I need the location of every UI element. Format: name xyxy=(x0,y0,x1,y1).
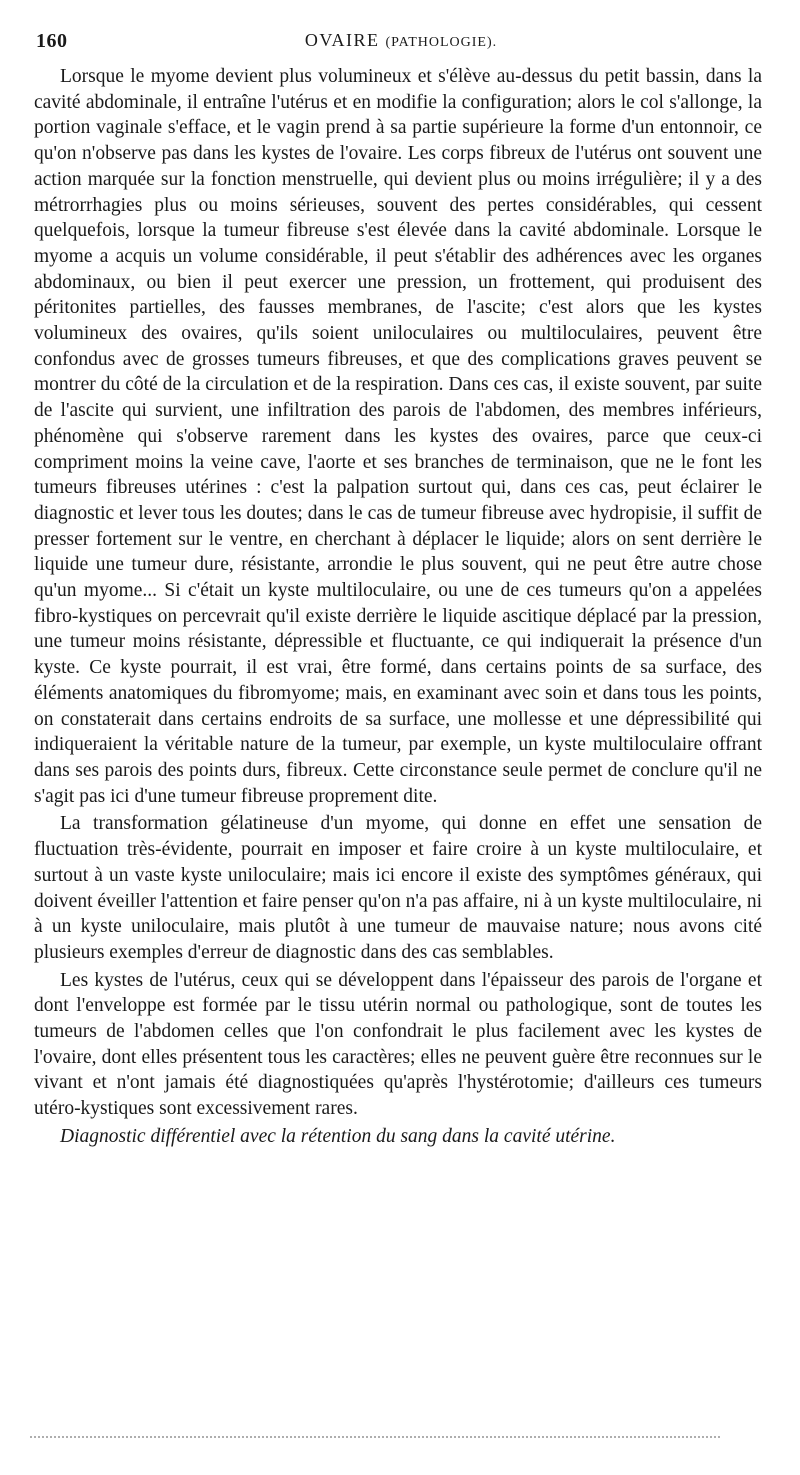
paragraph-kystes-uterus: Les kystes de l'utérus, ceux qui se développent dans l'épaisseur des parois de l'organe et dont l'enveloppe est formée par le tissu utérin normal ou pathologique, sont de toutes les tumeurs de l'abdomen celles que l'on confondrait le plus facilement avec les kystes de l'ovaire, dont elles présentent tous les caractères; elles ne peuvent guère être reconnues sur le vivant et n'ont jamais été diagnostiquées qu'après l'hystérotomie; d'ailleurs ces tumeurs utéro-kystiques sont excessivement rares. xyxy=(34,969,762,1120)
paragraph-transformation-gelatineuse: La transformation gélatineuse d'un myome, qui donne en effet une sensation de fluctuation très-évidente, pourrait en imposer et faire croire à un kyste multiloculaire, et surtout à un vaste kyste uniloculaire; mais ici encore il existe des symptômes généraux, qui doivent éveiller l'attention et faire penser qu'on n'a pas affaire, ni à un kyste multiloculaire, ni à un kyste uniloculaire, mais plutôt à une tumeur de mauvaise nature; nous avons cité plusieurs exemples d'erreur de diagnostic dans des cas semblables. xyxy=(34,813,762,963)
running-head xyxy=(36,30,766,51)
running-subtitle: (PATHOLOGIE). xyxy=(385,35,498,50)
page-header xyxy=(36,30,766,54)
section-heading: Diagnostic différentiel avec la rétention du sang dans la cavité utérine. xyxy=(60,1125,616,1147)
body-text xyxy=(34,64,762,1152)
page-number: 160 xyxy=(36,30,68,52)
running-title: OVAIRE xyxy=(304,30,380,50)
footer-dotted-rule xyxy=(30,1436,720,1438)
paragraph-myome-volume: Lorsque le myome devient plus volumineux et s'élève au-dessus du petit bassin, dans la cavité abdominale, il entraîne l'utérus et en modifie la configuration; alors le col s'allonge, la portion vaginale s'efface, et le vagin prend à sa partie supérieure la forme d'un entonnoir, ce qu'on n'observe pas dans les kystes de l'ovaire. Les corps fibreux de l'utérus ont souvent une action marquée sur la fonction menstruelle, qui devient plus ou moins irrégulière; il y a des métrorrhagies plus ou moins sérieuses, souvent des pertes considérables, qui cessent quelquefois, lorsque la tumeur fibreuse s'est élevée dans la cavité abdominale. Lorsque le myome a acquis un volume considérable, il peut s'établir des adhérences avec les organes abdominaux, ou bien il peut exercer une pression, un frottement, qui produisent des péritonites partielles, des fausses membranes, de l'ascite; c'est alors que les kystes volumineux des ovaires, qu'ils soient uniloculaires ou multiloculaires, peuvent être confondus avec de grosses tumeurs fibreuses, et que des complications graves peuvent se montrer du côté de la circulation et de la respiration. Dans ces cas, il existe souvent, par suite de l'ascite qui survient, une infiltration des parois de l'abdomen, des membres inférieurs, phénomène qui s'observe rarement dans les kystes des ovaires, parce que ceux-ci compriment moins la veine cave, l'aorte et ses branches de terminaison, que ne le font les tumeurs fibreuses utérines : c'est la palpation surtout qui, dans ces cas, peut éclairer le diagnostic et lever tous les doutes; dans le cas de tumeur fibreuse avec hydropisie, il suffit de presser fortement sur le ventre, en cherchant à déplacer le liquide; alors on sent derrière le liquide une tumeur dure, résistante, arrondie le plus souvent, qui ne peut être autre chose qu'un myome... Si c'était un kyste multiloculaire, ou une de ces tumeurs qu'on a appelées fibro-kystiques on percevrait qu'il existe derrière le liquide ascitique déplacé par la pression, une tumeur moins résistante, dépressible et fluctuante, ce qui indiquerait la présence d'un kyste. Ce kyste pourrait, il est vrai, être formé, dans certains points de sa surface, des éléments anatomiques du fibromyome; mais, en examinant avec soin et dans tous les points, on constaterait dans certains endroits de sa surface, une mollesse et une dépressibilité qui indiqueraient la véritable nature de la tumeur, par exemple, un kyste multiloculaire offrant dans ses parois des points durs, fibreux. Cette circonstance seule permet de conclure qu'il ne s'agit pas ici d'une tumeur fibreuse proprement dite. xyxy=(34,66,762,807)
